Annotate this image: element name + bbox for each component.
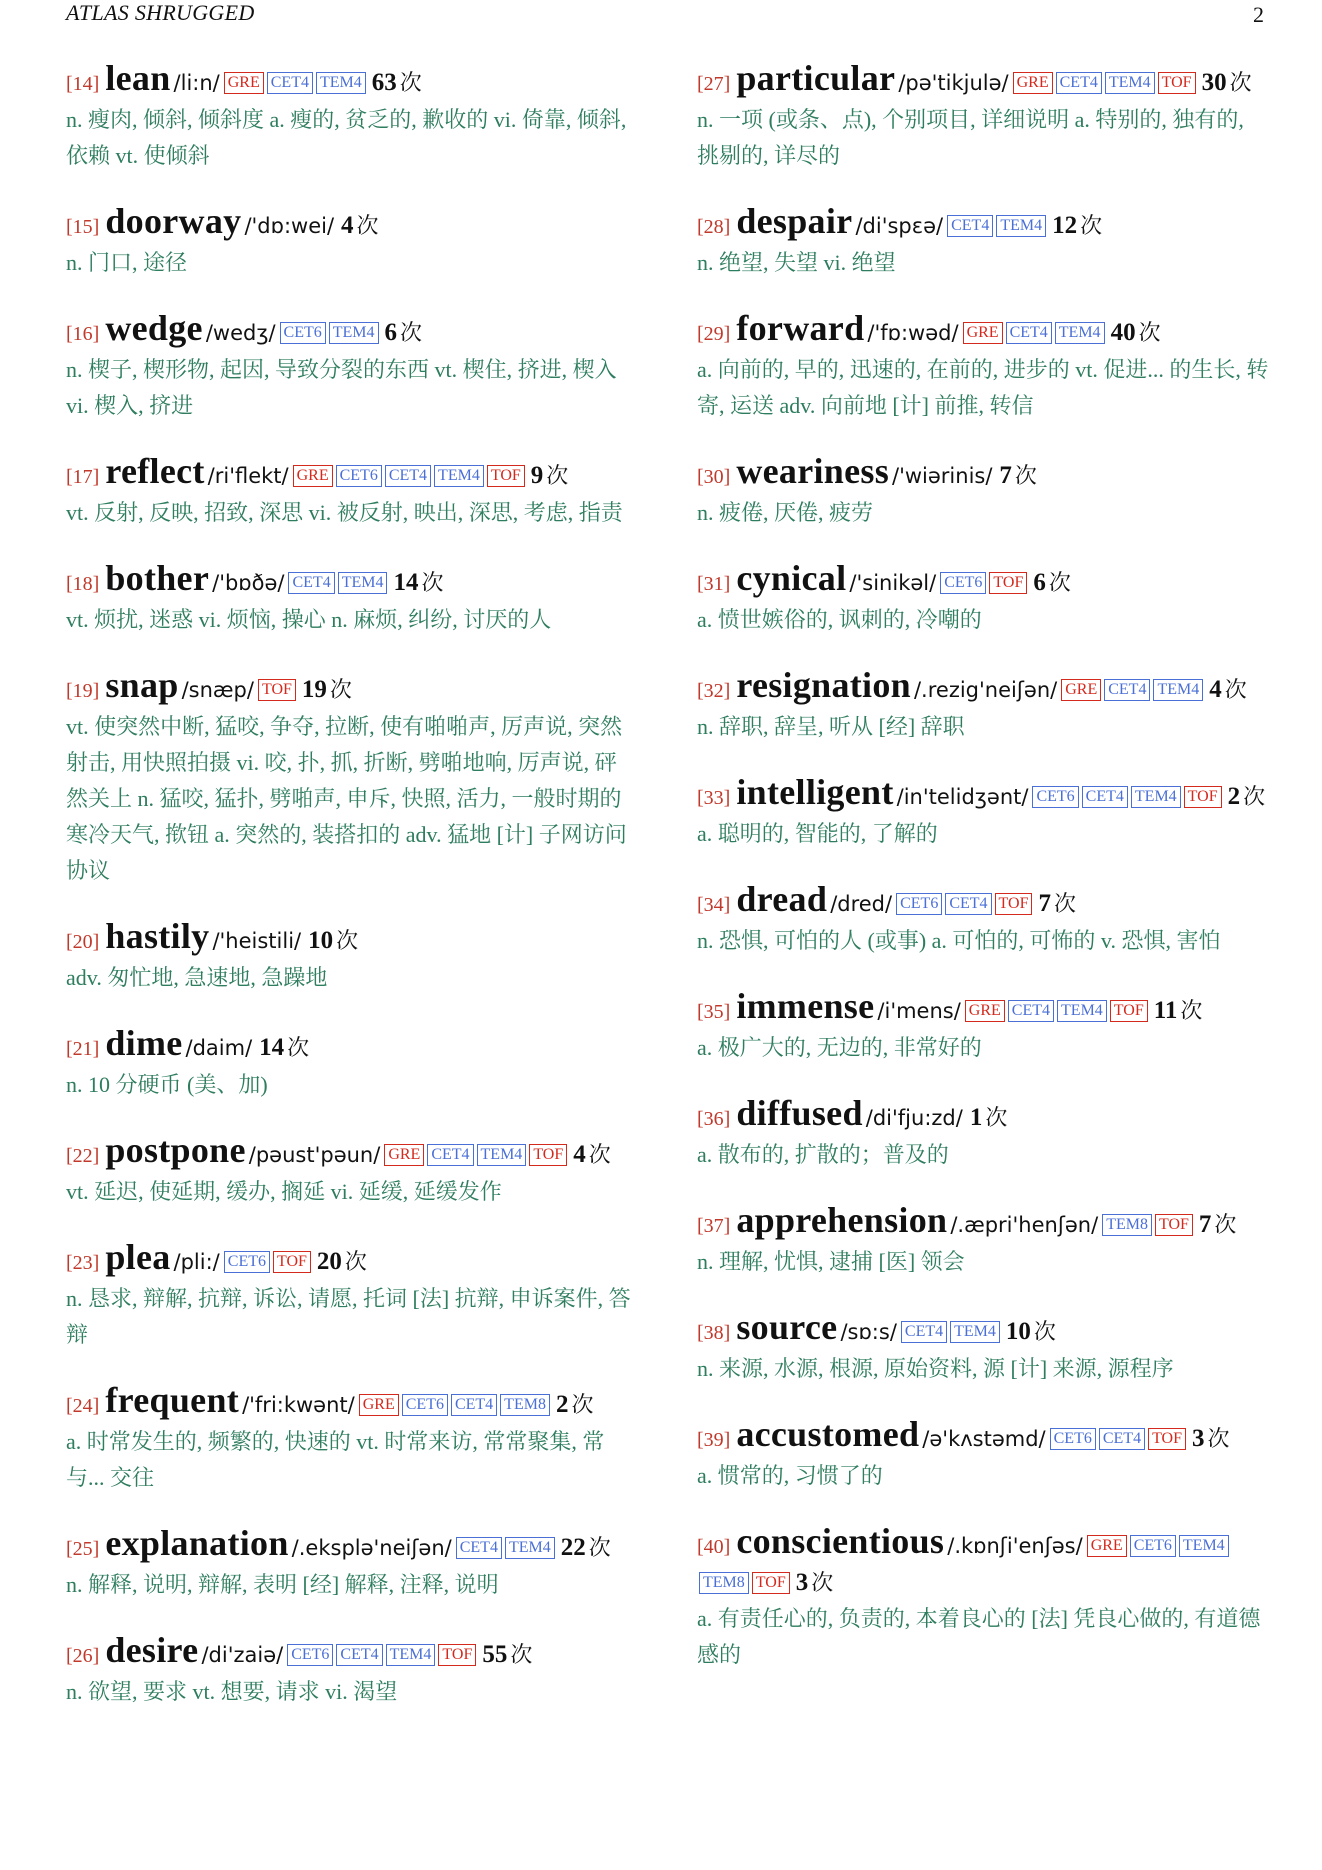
entry-headline [66,453,636,495]
phonetic: /.eksplə'neiʃən/ [291,1536,452,1560]
headword: source [736,1307,838,1347]
headword: dread [736,879,828,919]
occurrence-unit: 次 [1053,891,1076,916]
phonetic: /li:n/ [173,71,220,95]
word-entry [66,560,636,638]
definition-text: a. 极广大的, 无边的, 非常好的 [697,1035,982,1060]
word-entry [697,988,1269,1066]
occurrence-unit: 次 [356,213,379,238]
definition-text: n. 恳求, 辩解, 抗辩, 诉讼, 请愿, 托词 [法] 抗辩, 申诉案件, 答辩 [66,1286,631,1347]
exam-tag-badge: CET4 [1006,322,1052,344]
headword: lean [105,58,171,98]
exam-tag-badge: TOF [995,893,1033,915]
occurrence-unit: 次 [1243,784,1266,809]
word-entry [697,881,1269,959]
definition-text: vt. 使突然中断, 猛咬, 争夺, 拉断, 使有啪啪声, 厉声说, 突然射击, 用快照拍摄 vi. 咬, 扑, 抓, 折断, 劈啪地响, 厉声说, 砰然关上 n. 猛咬, 猛扑, 劈啪声, 申斥, 快照, 活力, 一般时期的寒冷天气, 揿钮 a. 突然的, 装搭扣的 adv. 猛地 [计] 子网访问协议 [66,714,627,883]
word-entry [66,1132,636,1210]
entry-number: [16] [66,323,100,345]
headword: accustomed [736,1414,920,1454]
entry-headline [697,1095,1269,1137]
right-column [697,60,1269,1702]
exam-tag-badge: CET4 [288,572,334,594]
entry-headline [697,774,1269,816]
exam-tag-badge: GRE [224,72,264,94]
headword: wedge [105,308,203,348]
word-entry [697,1309,1269,1387]
exam-tag-badge: TEM8 [1102,1214,1152,1236]
exam-tag-badge: GRE [1013,72,1053,94]
exam-tag-badge: TEM4 [996,215,1046,237]
entry-number: [28] [697,216,731,238]
occurrence-unit: 次 [510,1642,533,1667]
headword: conscientious [736,1521,945,1561]
entry-headline [66,1382,636,1424]
phonetic: /ri'flekt/ [207,464,289,488]
occurrence-count: 4 [341,212,354,239]
exam-tag-badge: CET4 [451,1394,497,1416]
exam-tag-badge: TEM4 [1179,1535,1229,1557]
entry-headline [66,560,636,602]
exam-tag-badge: TEM4 [329,322,379,344]
exam-tag-badge: TEM4 [434,465,484,487]
occurrence-unit: 次 [588,1142,611,1167]
phonetic: /sɒ:s/ [840,1320,897,1344]
occurrence-count: 3 [795,1569,809,1596]
definition-text: a. 惯常的, 习惯了的 [697,1463,883,1488]
definition-text: n. 一项 (或条、点), 个别项目, 详细说明 a. 特别的, 独有的, 挑剔的, 详尽的 [697,107,1244,168]
occurrence-unit: 次 [1080,213,1103,238]
word-entry [66,1632,636,1710]
occurrence-count: 40 [1110,319,1136,346]
entry-number: [38] [697,1322,731,1344]
exam-tag-badge: GRE [1061,679,1101,701]
exam-tag-badge: CET6 [402,1394,448,1416]
exam-tag-badge: TEM4 [505,1537,555,1559]
entry-headline [697,1523,1269,1601]
entry-number: [32] [697,680,731,702]
entry-headline [697,1309,1269,1351]
occurrence-unit: 次 [1229,70,1252,95]
entry-number: [40] [697,1536,731,1558]
definition-text: vt. 反射, 反映, 招致, 深思 vi. 被反射, 映出, 深思, 考虑, 指责 [66,500,623,525]
entry-number: [15] [66,216,100,238]
entry-number: [33] [697,787,731,809]
definition-text: a. 愤世嫉俗的, 讽刺的, 冷嘲的 [697,607,982,632]
occurrence-count: 3 [1192,1425,1205,1452]
left-column [66,60,636,1739]
exam-tag-badge: GRE [965,1000,1005,1022]
occurrence-count: 12 [1052,212,1078,239]
occurrence-unit: 次 [336,928,359,953]
exam-tag-badge: CET6 [896,893,942,915]
headword: diffused [736,1093,863,1133]
word-entry [697,774,1269,852]
definition-text: n. 绝望, 失望 vi. 绝望 [697,250,896,275]
exam-tag-badge: TOF [529,1144,567,1166]
entry-number: [17] [66,466,100,488]
exam-tag-badge: TEM4 [477,1144,527,1166]
exam-tag-badge: TOF [1158,72,1196,94]
occurrence-count: 19 [301,676,327,703]
entry-number: [31] [697,573,731,595]
phonetic: /'bɒðə/ [212,571,285,595]
exam-tag-badge: CET4 [1104,679,1150,701]
exam-tag-badge: TOF [1155,1214,1193,1236]
headword: plea [105,1237,171,1277]
entry-headline [66,310,636,352]
definition-text: n. 恐惧, 可怕的人 (或事) a. 可怕的, 可怖的 v. 恐惧, 害怕 [697,928,1221,953]
entry-number: [29] [697,323,731,345]
phonetic: /.kɒnʃi'enʃəs/ [947,1534,1083,1558]
occurrence-count: 2 [1227,783,1241,810]
occurrence-count: 2 [555,1391,569,1418]
exam-tag-badge: CET6 [287,1644,333,1666]
occurrence-unit: 次 [811,1570,834,1595]
phonetic: /i'mens/ [877,999,961,1023]
headword: immense [736,986,875,1026]
exam-tag-badge: CET6 [940,572,986,594]
exam-tag-badge: CET4 [456,1537,502,1559]
definition-text: n. 门口, 途径 [66,250,188,275]
headword: apprehension [736,1200,948,1240]
word-entry [697,667,1269,745]
exam-tag-badge: TEM4 [1057,1000,1107,1022]
word-entry [66,1382,636,1496]
occurrence-count: 1 [969,1104,983,1131]
definition-text: a. 时常发生的, 频繁的, 快速的 vt. 时常来访, 常常聚集, 常与... 交往 [66,1429,605,1490]
exam-tag-badge: GRE [359,1394,399,1416]
occurrence-count: 30 [1201,69,1227,96]
occurrence-unit: 次 [1014,463,1037,488]
entry-number: [24] [66,1395,100,1417]
occurrence-unit: 次 [399,70,422,95]
exam-tag-badge: TEM4 [1055,322,1105,344]
exam-tag-badge: CET4 [385,465,431,487]
definition-text: a. 向前的, 早的, 迅速的, 在前的, 进步的 vt. 促进... 的生长, 转寄, 运送 adv. 向前地 [计] 前推, 转信 [697,357,1269,418]
definition-text: n. 瘦肉, 倾斜, 倾斜度 a. 瘦的, 贫乏的, 歉收的 vi. 倚靠, 倾斜, 依赖 vt. 使倾斜 [66,107,627,168]
phonetic: /wedʒ/ [205,321,276,345]
exam-tag-badge: TOF [989,572,1027,594]
entry-headline [697,60,1269,102]
entry-number: [18] [66,573,100,595]
entry-number: [36] [697,1108,731,1130]
headword: bother [105,558,210,598]
entry-headline [697,667,1269,709]
definition-text: a. 散布的, 扩散的；普及的 [697,1142,949,1167]
occurrence-count: 10 [1005,1318,1031,1345]
exam-tag-badge: TEM4 [1131,786,1181,808]
phonetic: /di'zaiə/ [201,1643,284,1667]
headword: frequent [105,1380,240,1420]
definition-text: vt. 烦扰, 迷惑 vi. 烦恼, 操心 n. 麻烦, 纠纷, 讨厌的人 [66,607,552,632]
occurrence-unit: 次 [344,1249,367,1274]
phonetic: /pəust'pəun/ [248,1143,381,1167]
entry-number: [20] [66,931,100,953]
word-entry [66,667,636,889]
phonetic: /.æpri'henʃən/ [950,1213,1099,1237]
entry-headline [697,310,1269,352]
exam-tag-badge: CET4 [1008,1000,1054,1022]
occurrence-count: 63 [371,69,397,96]
entry-headline [66,1132,636,1174]
occurrence-unit: 次 [329,677,352,702]
exam-tag-badge: TOF [273,1251,311,1273]
entry-headline [66,1025,636,1067]
entry-number: [26] [66,1645,100,1667]
occurrence-count: 14 [259,1034,285,1061]
exam-tag-badge: TEM4 [338,572,388,594]
exam-tag-badge: TOF [1184,786,1222,808]
occurrence-count: 22 [560,1534,586,1561]
occurrence-unit: 次 [571,1392,594,1417]
occurrence-unit: 次 [546,463,569,488]
exam-tag-badge: CET4 [947,215,993,237]
phonetic: /pli:/ [173,1250,220,1274]
definition-text: n. 10 分硬币 (美、加) [66,1072,268,1097]
definition-text: n. 楔子, 楔形物, 起因, 导致分裂的东西 vt. 楔住, 挤进, 楔入 vi. 楔入, 挤进 [66,357,617,418]
phonetic: /'dɒ:wei/ [244,214,335,238]
exam-tag-badge: TEM4 [1153,679,1203,701]
word-entry [66,310,636,424]
definition-text: n. 解释, 说明, 辩解, 表明 [经] 解释, 注释, 说明 [66,1572,499,1597]
occurrence-count: 11 [1153,997,1178,1024]
exam-tag-badge: CET6 [1130,1535,1176,1557]
exam-tag-badge: GRE [293,465,333,487]
exam-tag-badge: TEM8 [699,1572,749,1594]
entry-headline [66,203,636,245]
word-entry [66,203,636,281]
entry-headline [697,988,1269,1030]
occurrence-unit: 次 [421,570,444,595]
occurrence-count: 14 [393,569,419,596]
headword: resignation [736,665,911,705]
headword: reflect [105,451,205,491]
phonetic: /pə'tikjulə/ [898,71,1009,95]
entry-number: [23] [66,1252,100,1274]
word-entry [697,310,1269,424]
occurrence-count: 7 [1198,1211,1212,1238]
headword: explanation [105,1523,289,1563]
entry-number: [27] [697,73,731,95]
word-entry [66,1239,636,1353]
phonetic: /di'fju:zd/ [865,1106,963,1130]
word-entry [697,453,1269,531]
word-entry [697,1202,1269,1280]
occurrence-count: 55 [482,1641,508,1668]
entry-headline [697,453,1269,495]
headword: hastily [105,916,210,956]
phonetic: /'wiərinis/ [892,464,993,488]
headword: cynical [736,558,847,598]
exam-tag-badge: TEM4 [1105,72,1155,94]
entry-number: [30] [697,466,731,488]
entry-headline [66,667,636,709]
occurrence-count: 7 [999,462,1012,489]
word-entry [697,203,1269,281]
entry-number: [39] [697,1429,731,1451]
definition-text: n. 辞职, 辞呈, 听从 [经] 辞职 [697,714,965,739]
phonetic: /daim/ [185,1036,253,1060]
word-entry [66,1025,636,1103]
exam-tag-badge: TEM4 [386,1644,436,1666]
phonetic: /snæp/ [181,678,254,702]
exam-tag-badge: CET4 [267,72,313,94]
occurrence-count: 6 [1033,569,1046,596]
exam-tag-badge: TEM4 [950,1321,1000,1343]
occurrence-unit: 次 [1048,570,1071,595]
entry-headline [66,1525,636,1567]
entry-headline [66,60,636,102]
word-entry [697,1095,1269,1173]
entry-headline [697,1202,1269,1244]
occurrence-unit: 次 [1180,998,1203,1023]
exam-tag-badge: CET4 [427,1144,473,1166]
occurrence-count: 20 [316,1248,342,1275]
headword: snap [105,665,179,705]
entry-headline [66,918,636,960]
exam-tag-badge: CET4 [1056,72,1102,94]
phonetic: /dred/ [830,892,893,916]
entry-number: [19] [66,680,100,702]
entry-headline [697,203,1269,245]
occurrence-count: 7 [1038,890,1051,917]
definition-text: a. 聪明的, 智能的, 了解的 [697,821,938,846]
occurrence-unit: 次 [287,1035,310,1060]
exam-tag-badge: CET4 [901,1321,947,1343]
headword: postpone [105,1130,246,1170]
exam-tag-badge: TEM8 [500,1394,550,1416]
word-entry [66,1525,636,1603]
entry-number: [37] [697,1215,731,1237]
definition-text: vt. 延迟, 使延期, 缓办, 搁延 vi. 延缓, 延缓发作 [66,1179,502,1204]
occurrence-unit: 次 [1033,1319,1056,1344]
word-entry [66,60,636,174]
phonetic: /'fri:kwənt/ [242,1393,355,1417]
entry-number: [25] [66,1538,100,1560]
definition-text: n. 欲望, 要求 vt. 想要, 请求 vi. 渴望 [66,1679,398,1704]
occurrence-unit: 次 [1214,1212,1237,1237]
exam-tag-badge: CET4 [945,893,991,915]
entry-number: [21] [66,1038,100,1060]
exam-tag-badge: CET6 [336,465,382,487]
page-number: 2 [1253,2,1264,27]
headword: intelligent [736,772,894,812]
word-entry [66,453,636,531]
phonetic: /'heistili/ [212,929,302,953]
exam-tag-badge: GRE [384,1144,424,1166]
headword: desire [105,1630,199,1670]
exam-tag-badge: CET6 [224,1251,270,1273]
occurrence-count: 9 [530,462,544,489]
entry-number: [14] [66,73,100,95]
entry-headline [697,881,1269,923]
phonetic: /'sinikəl/ [849,571,937,595]
exam-tag-badge: TOF [752,1572,790,1594]
occurrence-count: 6 [384,319,398,346]
word-entry [66,918,636,996]
exam-tag-badge: TOF [438,1644,476,1666]
word-entry [697,1416,1269,1494]
definition-text: adv. 匆忙地, 急速地, 急躁地 [66,965,328,990]
phonetic: /'fɒ:wəd/ [867,321,959,345]
exam-tag-badge: CET6 [1032,786,1078,808]
occurrence-unit: 次 [400,320,423,345]
occurrence-count: 10 [308,927,334,954]
entry-headline [697,1416,1269,1458]
exam-tag-badge: GRE [963,322,1003,344]
occurrence-unit: 次 [1207,1426,1230,1451]
headword: dime [105,1023,183,1063]
occurrence-count: 4 [573,1141,586,1168]
phonetic: /.rezig'neiʃən/ [913,678,1058,702]
exam-tag-badge: TOF [487,465,525,487]
exam-tag-badge: TEM4 [316,72,366,94]
exam-tag-badge: CET4 [1099,1428,1145,1450]
occurrence-unit: 次 [588,1535,611,1560]
exam-tag-badge: CET4 [336,1644,382,1666]
phonetic: /ə'kʌstəmd/ [922,1427,1046,1451]
exam-tag-badge: TOF [1148,1428,1186,1450]
definition-text: n. 来源, 水源, 根源, 原始资料, 源 [计] 来源, 源程序 [697,1356,1174,1381]
word-entry [697,560,1269,638]
headword: despair [736,201,853,241]
running-header-title: ATLAS SHRUGGED [66,0,255,25]
headword: weariness [736,451,890,491]
occurrence-unit: 次 [1138,320,1161,345]
entry-number: [34] [697,894,731,916]
exam-tag-badge: CET6 [280,322,326,344]
exam-tag-badge: GRE [1087,1535,1127,1557]
word-entry [697,60,1269,174]
entry-headline [66,1239,636,1281]
definition-text: a. 有责任心的, 负责的, 本着良心的 [法] 凭良心做的, 有道德感的 [697,1606,1261,1667]
headword: forward [736,308,865,348]
headword: doorway [105,201,242,241]
occurrence-unit: 次 [1224,677,1247,702]
definition-text: n. 疲倦, 厌倦, 疲劳 [697,500,874,525]
phonetic: /in'telidʒənt/ [896,785,1029,809]
occurrence-count: 4 [1209,676,1222,703]
phonetic: /di'spɛə/ [855,214,944,238]
exam-tag-badge: TOF [258,679,296,701]
exam-tag-badge: TOF [1110,1000,1148,1022]
entry-number: [35] [697,1001,731,1023]
definition-text: n. 理解, 忧惧, 逮捕 [医] 领会 [697,1249,965,1274]
word-entry [697,1523,1269,1673]
entry-headline [66,1632,636,1674]
headword: particular [736,58,896,98]
exam-tag-badge: CET4 [1082,786,1128,808]
entry-number: [22] [66,1145,100,1167]
exam-tag-badge: CET6 [1050,1428,1096,1450]
occurrence-unit: 次 [985,1105,1008,1130]
entry-headline [697,560,1269,602]
